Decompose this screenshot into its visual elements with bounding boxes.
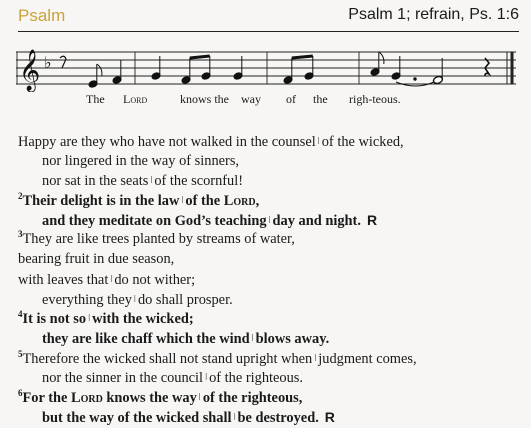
verse-text: blows away. [255, 330, 330, 347]
verse-text: nor lingered in the way of sinners, [42, 152, 240, 169]
lyric-syllable: knows the [180, 92, 229, 106]
verse-text: They are like trees planted by streams of water, [22, 231, 295, 248]
psalm-line [18, 230, 518, 250]
pointing-mark: ǀ [314, 352, 317, 364]
verse-text: of the wicked, [321, 134, 404, 150]
verse-number: 5 [18, 348, 23, 359]
refrain-music-staff [16, 44, 516, 92]
verse-number: 6 [18, 388, 23, 399]
verse-text: everything they [42, 291, 132, 308]
refrain-marker: R [366, 211, 378, 228]
verse-text: day and night. [272, 212, 361, 229]
pointing-mark: ǀ [268, 214, 271, 226]
psalm-line [18, 329, 518, 349]
psalm-line [18, 132, 518, 152]
verse-text: For the Lord knows the way [22, 389, 197, 406]
psalm-line [18, 290, 518, 310]
verse-text: do shall prosper. [137, 291, 233, 308]
eighth-rest-icon [60, 56, 66, 68]
page-header [0, 0, 531, 30]
verse-text: Their delight is in the law [22, 193, 180, 210]
psalm-line [18, 270, 518, 290]
pointing-mark: ǀ [251, 332, 254, 344]
verse-text: of the scornful! [154, 173, 244, 190]
verse-text: but the way of the wicked shall [42, 409, 232, 426]
psalm-line [18, 191, 518, 211]
header-divider [18, 31, 519, 32]
flat-icon: ♭ [44, 53, 52, 72]
section-title: Psalm [18, 6, 66, 25]
refrain-marker: R [324, 408, 335, 425]
lyric-syllable: righ-teous. [349, 92, 401, 106]
pointing-mark: ǀ [150, 175, 153, 187]
psalm-line [18, 388, 518, 408]
verse-text: be destroyed. [237, 409, 319, 426]
psalm-line [18, 171, 518, 191]
psalm-line [18, 349, 518, 369]
verse-number: 2 [18, 191, 23, 202]
verse-text: It is not so [22, 311, 87, 328]
verse-text: Happy are they who have not walked in the counsel [18, 134, 316, 150]
lyric-syllable: way [241, 92, 261, 106]
verse-text: do not wither; [114, 271, 196, 288]
psalm-text [18, 132, 518, 427]
pointing-mark: ǀ [133, 293, 136, 305]
verse-text: of the Lord, [185, 193, 260, 210]
pointing-mark: ǀ [317, 136, 320, 147]
verse-text: nor the sinner in the council [42, 370, 204, 387]
pointing-mark: ǀ [233, 411, 236, 423]
lyric-syllable: The [86, 92, 105, 106]
lyric-syllable: the [313, 92, 328, 106]
verse-text: nor sat in the seats [42, 173, 149, 190]
pointing-mark: ǀ [110, 273, 113, 285]
psalm-line [18, 211, 518, 231]
verse-text: of the righteous, [202, 389, 303, 406]
verse-number: 4 [18, 309, 23, 320]
psalm-line [18, 309, 518, 329]
lyric-syllable: of [286, 92, 296, 106]
verse-text: judgment comes, [318, 350, 417, 367]
verse-number: 3 [18, 229, 23, 240]
verse-text: Therefore the wicked shall not stand upright when [22, 350, 313, 367]
psalm-line [18, 152, 518, 172]
verse-text: of the righteous. [209, 370, 303, 387]
psalm-line [18, 368, 518, 388]
pointing-mark: ǀ [181, 195, 184, 207]
verse-text: they are like chaff which the wind [42, 330, 250, 347]
verse-text: with the wicked; [92, 311, 194, 328]
refrain-lyrics [0, 92, 531, 110]
psalm-line [18, 408, 518, 428]
verse-text: bearing fruit in due season, [18, 251, 175, 268]
psalm-line [18, 250, 518, 270]
verse-text: with leaves that [18, 271, 109, 288]
pointing-mark: ǀ [88, 313, 91, 325]
pointing-mark: ǀ [205, 372, 208, 384]
verse-text: and they meditate on God’s teaching [42, 212, 267, 229]
treble-clef-icon: 𝄞 [19, 50, 41, 91]
psalm-reference: Psalm 1; refrain, Ps. 1:6 [348, 6, 519, 23]
quarter-rest-icon [485, 58, 489, 76]
pointing-mark: ǀ [198, 391, 201, 403]
lyric-syllable: Lord [123, 92, 148, 106]
